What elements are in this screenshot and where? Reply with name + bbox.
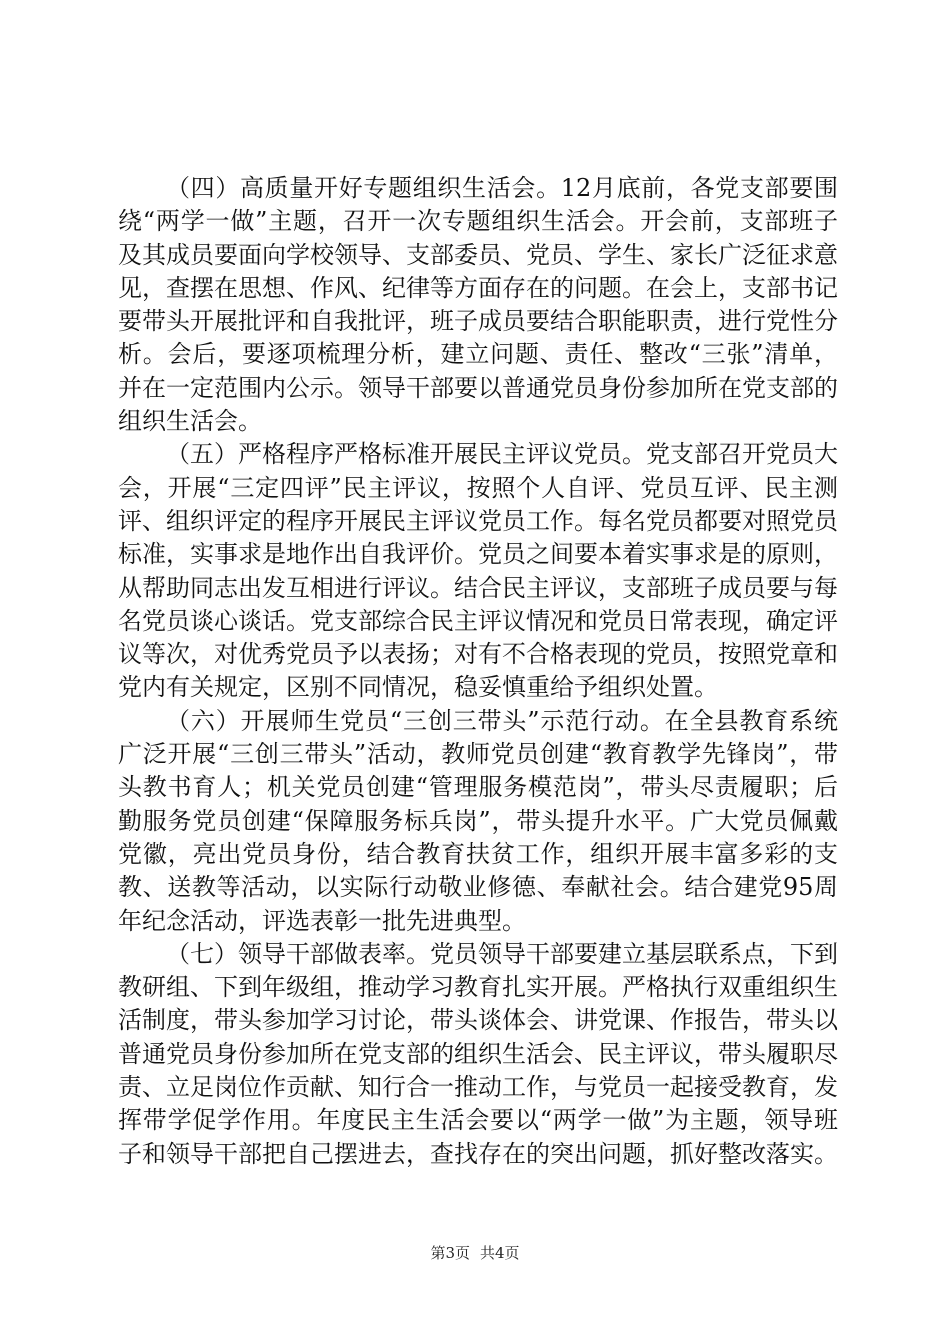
paragraph-section-7: （七）领导干部做表率。党员领导干部要建立基层联系点，下到教研组、下到年级组，推动学习教育扎实开展。严格执行双重组织生活制度，带头参加学习讨论，带头谈体会、讲党课、作报告，带头以普通党员身份参加所在党支部的组织生活会、民主评议，带头履职尽责、立足岗位作贡献、知行合一推动工作，与党员一起接受教育，发挥带学促学作用。年度民主生活会要以“两学一做”为主题，领导班子和领导干部把自己摆进去，查找存在的突出问题，抓好整改落实。 <box>118 939 838 1168</box>
page-footer <box>0 1244 950 1262</box>
page-number-current: 第3页 <box>430 1244 470 1262</box>
paragraph-section-5: （五）严格程序严格标准开展民主评议党员。党支部召开党员大会，开展“三定四评”民主评议，按照个人自评、党员互评、民主测评、组织评定的程序开展民主评议党员工作。每名党员都要对照党员标准，实事求是地作出自我评价。党员之间要本着实事求是的原则，从帮助同志出发互相进行评议。结合民主评议，支部班子成员要与每名党员谈心谈话。党支部综合民主评议情况和党员日常表现，确定评议等次，对优秀党员予以表扬；对有不合格表现的党员，按照党章和党内有关规定，区别不同情况，稳妥慎重给予组织处置。 <box>118 440 838 702</box>
document-body <box>118 172 838 1171</box>
page-number-total: 共4页 <box>480 1244 520 1262</box>
paragraph-section-6: （六）开展师生党员“三创三带头”示范行动。在全县教育系统广泛开展“三创三带头”活动，教师党员创建“教育教学先锋岗”，带头教书育人；机关党员创建“管理服务模范岗”，带头尽责履职；后勤服务党员创建“保障服务标兵岗”，带头提升水平。广大党员佩戴党徽，亮出党员身份，结合教育扶贫工作，组织开展丰富多彩的支教、送教等活动，以实际行动敬业修德、奉献社会。结合建党95周年纪念活动，评选表彰一批先进典型。 <box>118 706 838 935</box>
paragraph-section-4: （四）高质量开好专题组织生活会。12月底前，各党支部要围绕“两学一做”主题，召开一次专题组织生活会。开会前，支部班子及其成员要面向学校领导、支部委员、党员、学生、家长广泛征求意见，查摆在思想、作风、纪律等方面存在的问题。在会上，支部书记要带头开展批评和自我批评，班子成员要结合职能职责，进行党性分析。会后，要逐项梳理分析，建立问题、责任、整改“三张”清单，并在一定范围内公示。领导干部要以普通党员身份参加所在党支部的组织生活会。 <box>118 174 838 436</box>
